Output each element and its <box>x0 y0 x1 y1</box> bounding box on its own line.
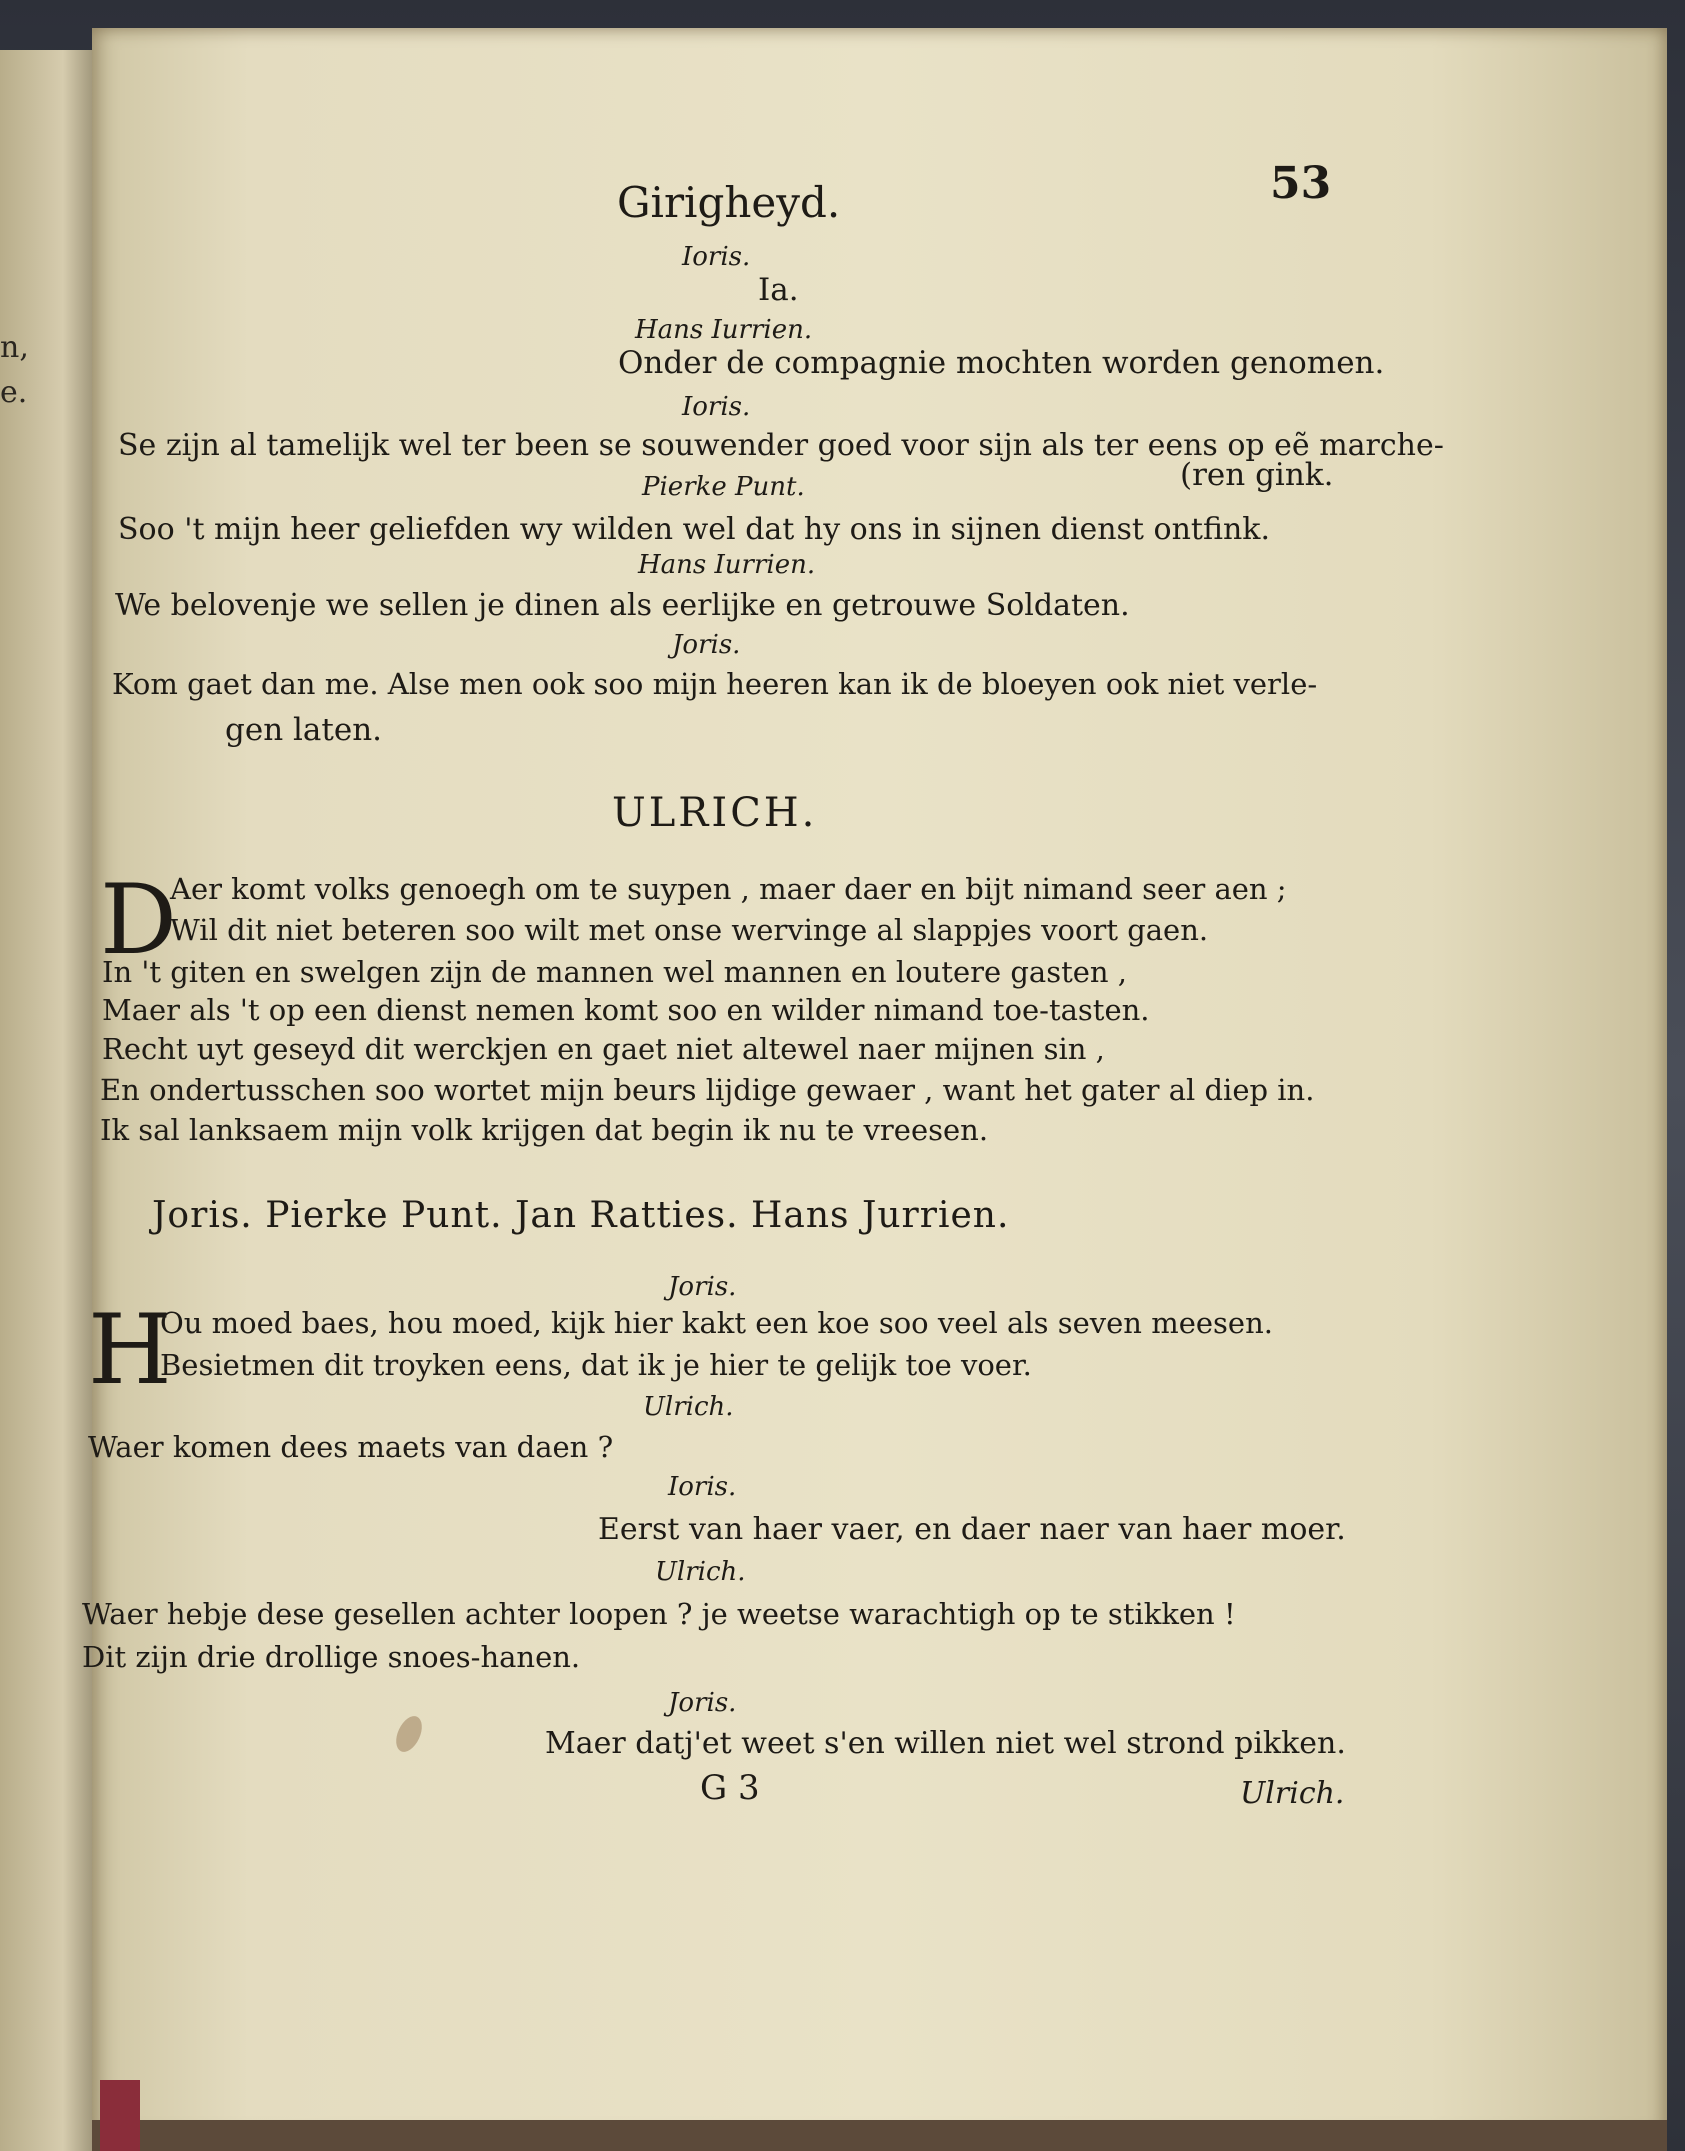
verse-line: Eerst van haer vaer, en daer naer van haer moer. <box>598 1512 1346 1547</box>
verse-line: Maer datj'et weet s'en willen niet wel strond pikken. <box>545 1726 1346 1761</box>
verse-line: We belovenje we sellen je dinen als eerlijke en getrouwe Soldaten. <box>115 588 1130 623</box>
verse-line: Aer komt volks genoegh om te suypen , maer daer en bijt nimand seer aen ; <box>170 872 1287 906</box>
speaker-label: Ioris. <box>668 1472 737 1502</box>
speaker-label: Ulrich. <box>643 1392 734 1422</box>
speaker-label: Joris. <box>672 630 741 660</box>
scene-heading: Joris. Pierke Punt. Jan Ratties. Hans Jurrien. <box>152 1195 1010 1236</box>
table-surface <box>92 2120 1667 2151</box>
verse-line: Onder de compagnie mochten worden genomen. <box>618 345 1385 381</box>
catchword: Ulrich. <box>1240 1776 1345 1811</box>
verse-line: Dit zijn drie drollige snoes-hanen. <box>82 1640 581 1674</box>
speaker-label: Ulrich. <box>655 1557 746 1587</box>
speaker-label: Joris. <box>668 1688 737 1718</box>
section-heading: ULRICH. <box>612 790 818 836</box>
signature-mark: G 3 <box>700 1768 760 1808</box>
running-title: Girigheyd. <box>617 178 841 227</box>
speaker-label: Ioris. <box>682 392 751 422</box>
verse-line: Waer komen dees maets van daen ? <box>88 1430 614 1464</box>
verse-line: In 't giten en swelgen zijn de mannen wel mannen en loutere gasten , <box>102 955 1128 989</box>
verse-line: Recht uyt geseyd dit werckjen en gaet niet altewel naer mijnen sin , <box>102 1032 1105 1066</box>
verse-line: Se zijn al tamelijk wel ter been se souwender goed voor sijn als ter eens op eẽ marche- <box>118 428 1444 463</box>
verse-line: Ou moed baes, hou moed, kijk hier kakt een koe soo veel als seven meesen. <box>160 1306 1273 1340</box>
verse-line: En ondertusschen soo wortet mijn beurs lijdige gewaer , want het gater al diep in. <box>100 1073 1315 1107</box>
speaker-label: Ioris. <box>682 242 751 272</box>
verse-line: Ik sal lanksaem mijn volk krijgen dat begin ik nu te vreesen. <box>100 1113 989 1147</box>
page-number: 53 <box>1270 158 1332 209</box>
speaker-label: Hans Iurrien. <box>635 315 813 345</box>
speaker-label: Joris. <box>668 1272 737 1302</box>
speaker-label: Pierke Punt. <box>642 472 805 502</box>
verse-line: gen laten. <box>225 712 383 748</box>
left-page-fragment: n, <box>0 330 29 365</box>
speaker-label: Hans Iurrien. <box>638 550 816 580</box>
verse-line: Soo 't mijn heer geliefden wy wilden wel dat hy ons in sijnen dienst ontfink. <box>118 512 1271 547</box>
verse-line: Waer hebje dese gesellen achter loopen ? je weetse warachtigh op te stikken ! <box>82 1597 1236 1631</box>
drop-cap: H <box>88 1294 172 1406</box>
drop-cap: D <box>100 864 177 976</box>
verse-line: Besietmen dit troyken eens, dat ik je hier te gelijk toe voer. <box>160 1348 1032 1382</box>
verse-line: (ren gink. <box>1180 457 1334 493</box>
book-spine <box>100 2080 140 2151</box>
verse-line: Kom gaet dan me. Alse men ook soo mijn heeren kan ik de bloeyen ook niet verle- <box>112 667 1318 701</box>
left-page-fragment: e. <box>0 375 28 410</box>
verse-line: Wil dit niet beteren soo wilt met onse wervinge al slappjes voort gaen. <box>170 913 1209 947</box>
verse-line: Ia. <box>758 272 799 308</box>
verse-line: Maer als 't op een dienst nemen komt soo en wilder nimand toe-tasten. <box>102 993 1150 1027</box>
